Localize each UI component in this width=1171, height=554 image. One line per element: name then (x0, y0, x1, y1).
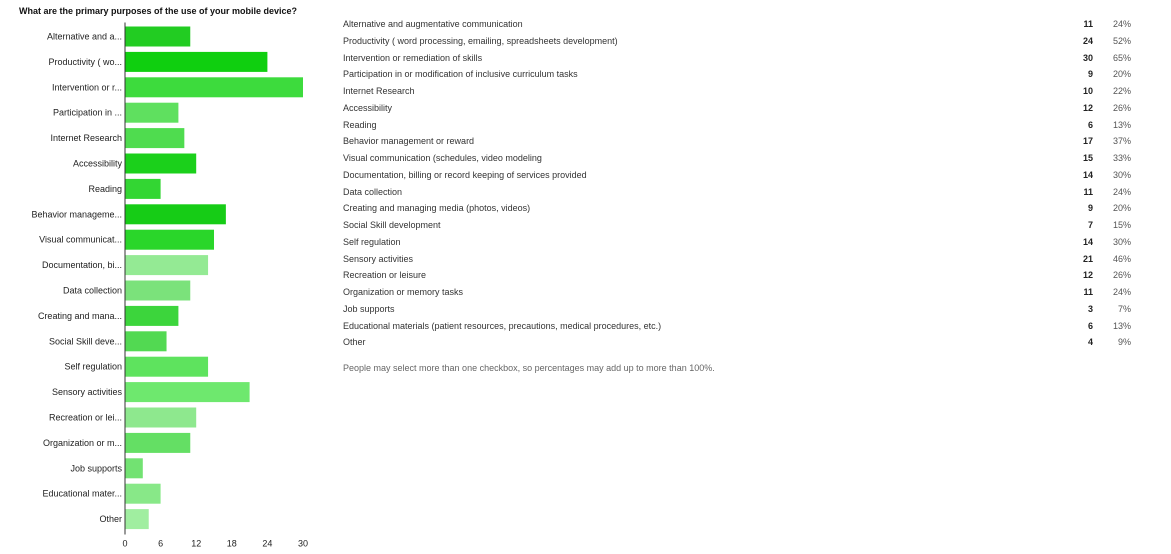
category-label: Data collection (62, 285, 122, 296)
table-percent: 13% (1112, 119, 1131, 130)
table-label: Reading (343, 119, 377, 130)
table-row (343, 284, 1133, 301)
category-label: Other (99, 514, 122, 525)
table-percent: 13% (1112, 320, 1131, 331)
table-label: Other (343, 337, 366, 348)
table-count: 4 (1087, 337, 1093, 348)
table-percent: 65% (1112, 52, 1131, 63)
x-tick-label: 12 (191, 538, 202, 549)
table-label: Visual communication (schedules, video modeling (343, 153, 542, 163)
table-row (343, 50, 1133, 67)
table-label: Participation in or modification of inclusive curriculum tasks (343, 69, 578, 80)
table-count: 12 (1082, 102, 1093, 113)
bar (125, 103, 178, 123)
bar (125, 408, 196, 428)
bar (125, 433, 190, 453)
bar (125, 230, 214, 250)
table-percent: 9% (1117, 337, 1131, 348)
table-percent: 7% (1117, 303, 1131, 314)
table-percent: 20% (1112, 203, 1131, 214)
table-count: 9 (1087, 69, 1093, 80)
bar (125, 52, 267, 72)
table-row (343, 184, 1133, 201)
category-label: Recreation or lei... (48, 412, 122, 423)
table-label: Internet Research (343, 86, 415, 96)
bar (125, 357, 208, 377)
table-label: Educational materials (patient resources, precautions, medical procedures, etc.) (343, 320, 662, 331)
table-label: Creating and managing media (photos, videos) (343, 203, 531, 214)
table-label: Sensory activities (343, 253, 414, 264)
bar (125, 484, 161, 504)
checkbox-note: People may select more than one checkbox, so percentages may add up to more than 100%. (343, 363, 715, 373)
table-label: Productivity ( word processing, emailing, spreadsheets development) (343, 35, 618, 46)
table-count: 6 (1087, 320, 1093, 331)
table-percent: 46% (1112, 253, 1131, 264)
x-tick-label: 18 (226, 538, 237, 549)
x-tick-label: 6 (158, 538, 164, 549)
table-count: 9 (1087, 203, 1093, 214)
table-row (343, 167, 1133, 184)
table-row (343, 150, 1133, 167)
table-count: 24 (1082, 35, 1093, 46)
table-row (343, 100, 1133, 117)
x-tick-label: 0 (122, 538, 128, 549)
category-label: Documentation, bi... (41, 260, 122, 271)
table-row (343, 318, 1133, 335)
table-row (343, 334, 1133, 351)
table-count: 10 (1082, 86, 1093, 96)
bar (125, 179, 161, 199)
table-row (343, 66, 1133, 83)
category-label: Intervention or r... (51, 82, 122, 93)
table-label: Documentation, billing or record keeping of services provided (343, 169, 587, 180)
table-count: 7 (1087, 220, 1093, 230)
bar-chart (0, 0, 330, 554)
category-label: Creating and mana... (37, 310, 122, 321)
table-count: 12 (1082, 270, 1093, 281)
category-label: Visual communicat... (39, 234, 122, 245)
category-label: Educational mater... (42, 488, 122, 499)
table-percent: 26% (1112, 102, 1131, 113)
table-percent: 22% (1112, 86, 1131, 96)
bar (125, 331, 167, 351)
category-label: Participation in ... (52, 107, 122, 118)
response-table (343, 16, 1133, 351)
table-count: 14 (1082, 169, 1093, 180)
x-tick-label: 30 (297, 538, 309, 549)
table-label: Social Skill development (343, 220, 441, 230)
table-label: Intervention or remediation of skills (343, 52, 483, 63)
table-percent: 30% (1112, 236, 1131, 247)
table-label: Behavior management or reward (343, 136, 475, 147)
table-percent: 24% (1112, 186, 1131, 197)
bar (125, 154, 196, 174)
table-percent: 30% (1112, 169, 1131, 180)
table-count: 30 (1082, 52, 1093, 63)
table-row (343, 301, 1133, 318)
table-percent: 37% (1112, 136, 1131, 147)
table-percent: 33% (1112, 153, 1131, 163)
table-row (343, 234, 1133, 251)
table-count: 21 (1082, 253, 1093, 264)
table-label: Accessibility (343, 102, 393, 113)
bar (125, 306, 178, 326)
table-count: 11 (1083, 186, 1093, 197)
bar (125, 77, 303, 97)
table-row (343, 200, 1133, 217)
table-label: Alternative and augmentative communication (343, 19, 523, 29)
table-row (343, 267, 1133, 284)
table-percent: 20% (1112, 69, 1131, 80)
category-label: Internet Research (50, 133, 122, 144)
table-percent: 26% (1112, 270, 1131, 281)
table-count: 6 (1087, 119, 1093, 130)
table-percent: 15% (1112, 220, 1131, 230)
table-label: Data collection (343, 186, 403, 197)
table-row (343, 217, 1133, 234)
table-label: Job supports (343, 303, 395, 314)
category-label: Behavior manageme... (31, 209, 122, 220)
question-title: What are the primary purposes of the use of your mobile device? (19, 6, 298, 16)
table-row (343, 83, 1133, 100)
table-row (343, 133, 1133, 150)
table-row (343, 117, 1133, 134)
x-tick-label: 24 (262, 538, 273, 549)
category-label: Productivity ( wo... (48, 56, 122, 67)
bar (125, 27, 190, 47)
table-count: 15 (1082, 153, 1093, 163)
category-label: Sensory activities (51, 387, 122, 398)
category-label: Reading (88, 183, 122, 194)
table-count: 14 (1082, 236, 1093, 247)
bar (125, 458, 143, 478)
bar (125, 281, 190, 301)
bar (125, 382, 250, 402)
table-percent: 52% (1112, 35, 1131, 46)
table-percent: 24% (1112, 19, 1131, 29)
bar (125, 128, 184, 148)
bar (125, 204, 226, 224)
table-percent: 24% (1112, 287, 1131, 297)
category-label: Accessibility (72, 158, 122, 169)
table-row (343, 33, 1133, 50)
table-row (343, 251, 1133, 268)
table-count: 17 (1082, 136, 1093, 147)
table-count: 11 (1083, 287, 1093, 297)
category-label: Alternative and a... (46, 31, 122, 42)
bar (125, 255, 208, 275)
table-count: 11 (1083, 19, 1093, 29)
bar (125, 509, 149, 529)
category-label: Social Skill deve... (48, 336, 122, 347)
table-row (343, 16, 1133, 33)
table-label: Self regulation (343, 236, 401, 247)
table-label: Recreation or leisure (343, 270, 427, 281)
table-label: Organization or memory tasks (343, 287, 464, 297)
category-label: Self regulation (64, 361, 122, 372)
category-label: Organization or m... (42, 437, 122, 448)
table-count: 3 (1087, 303, 1093, 314)
category-label: Job supports (70, 463, 122, 474)
